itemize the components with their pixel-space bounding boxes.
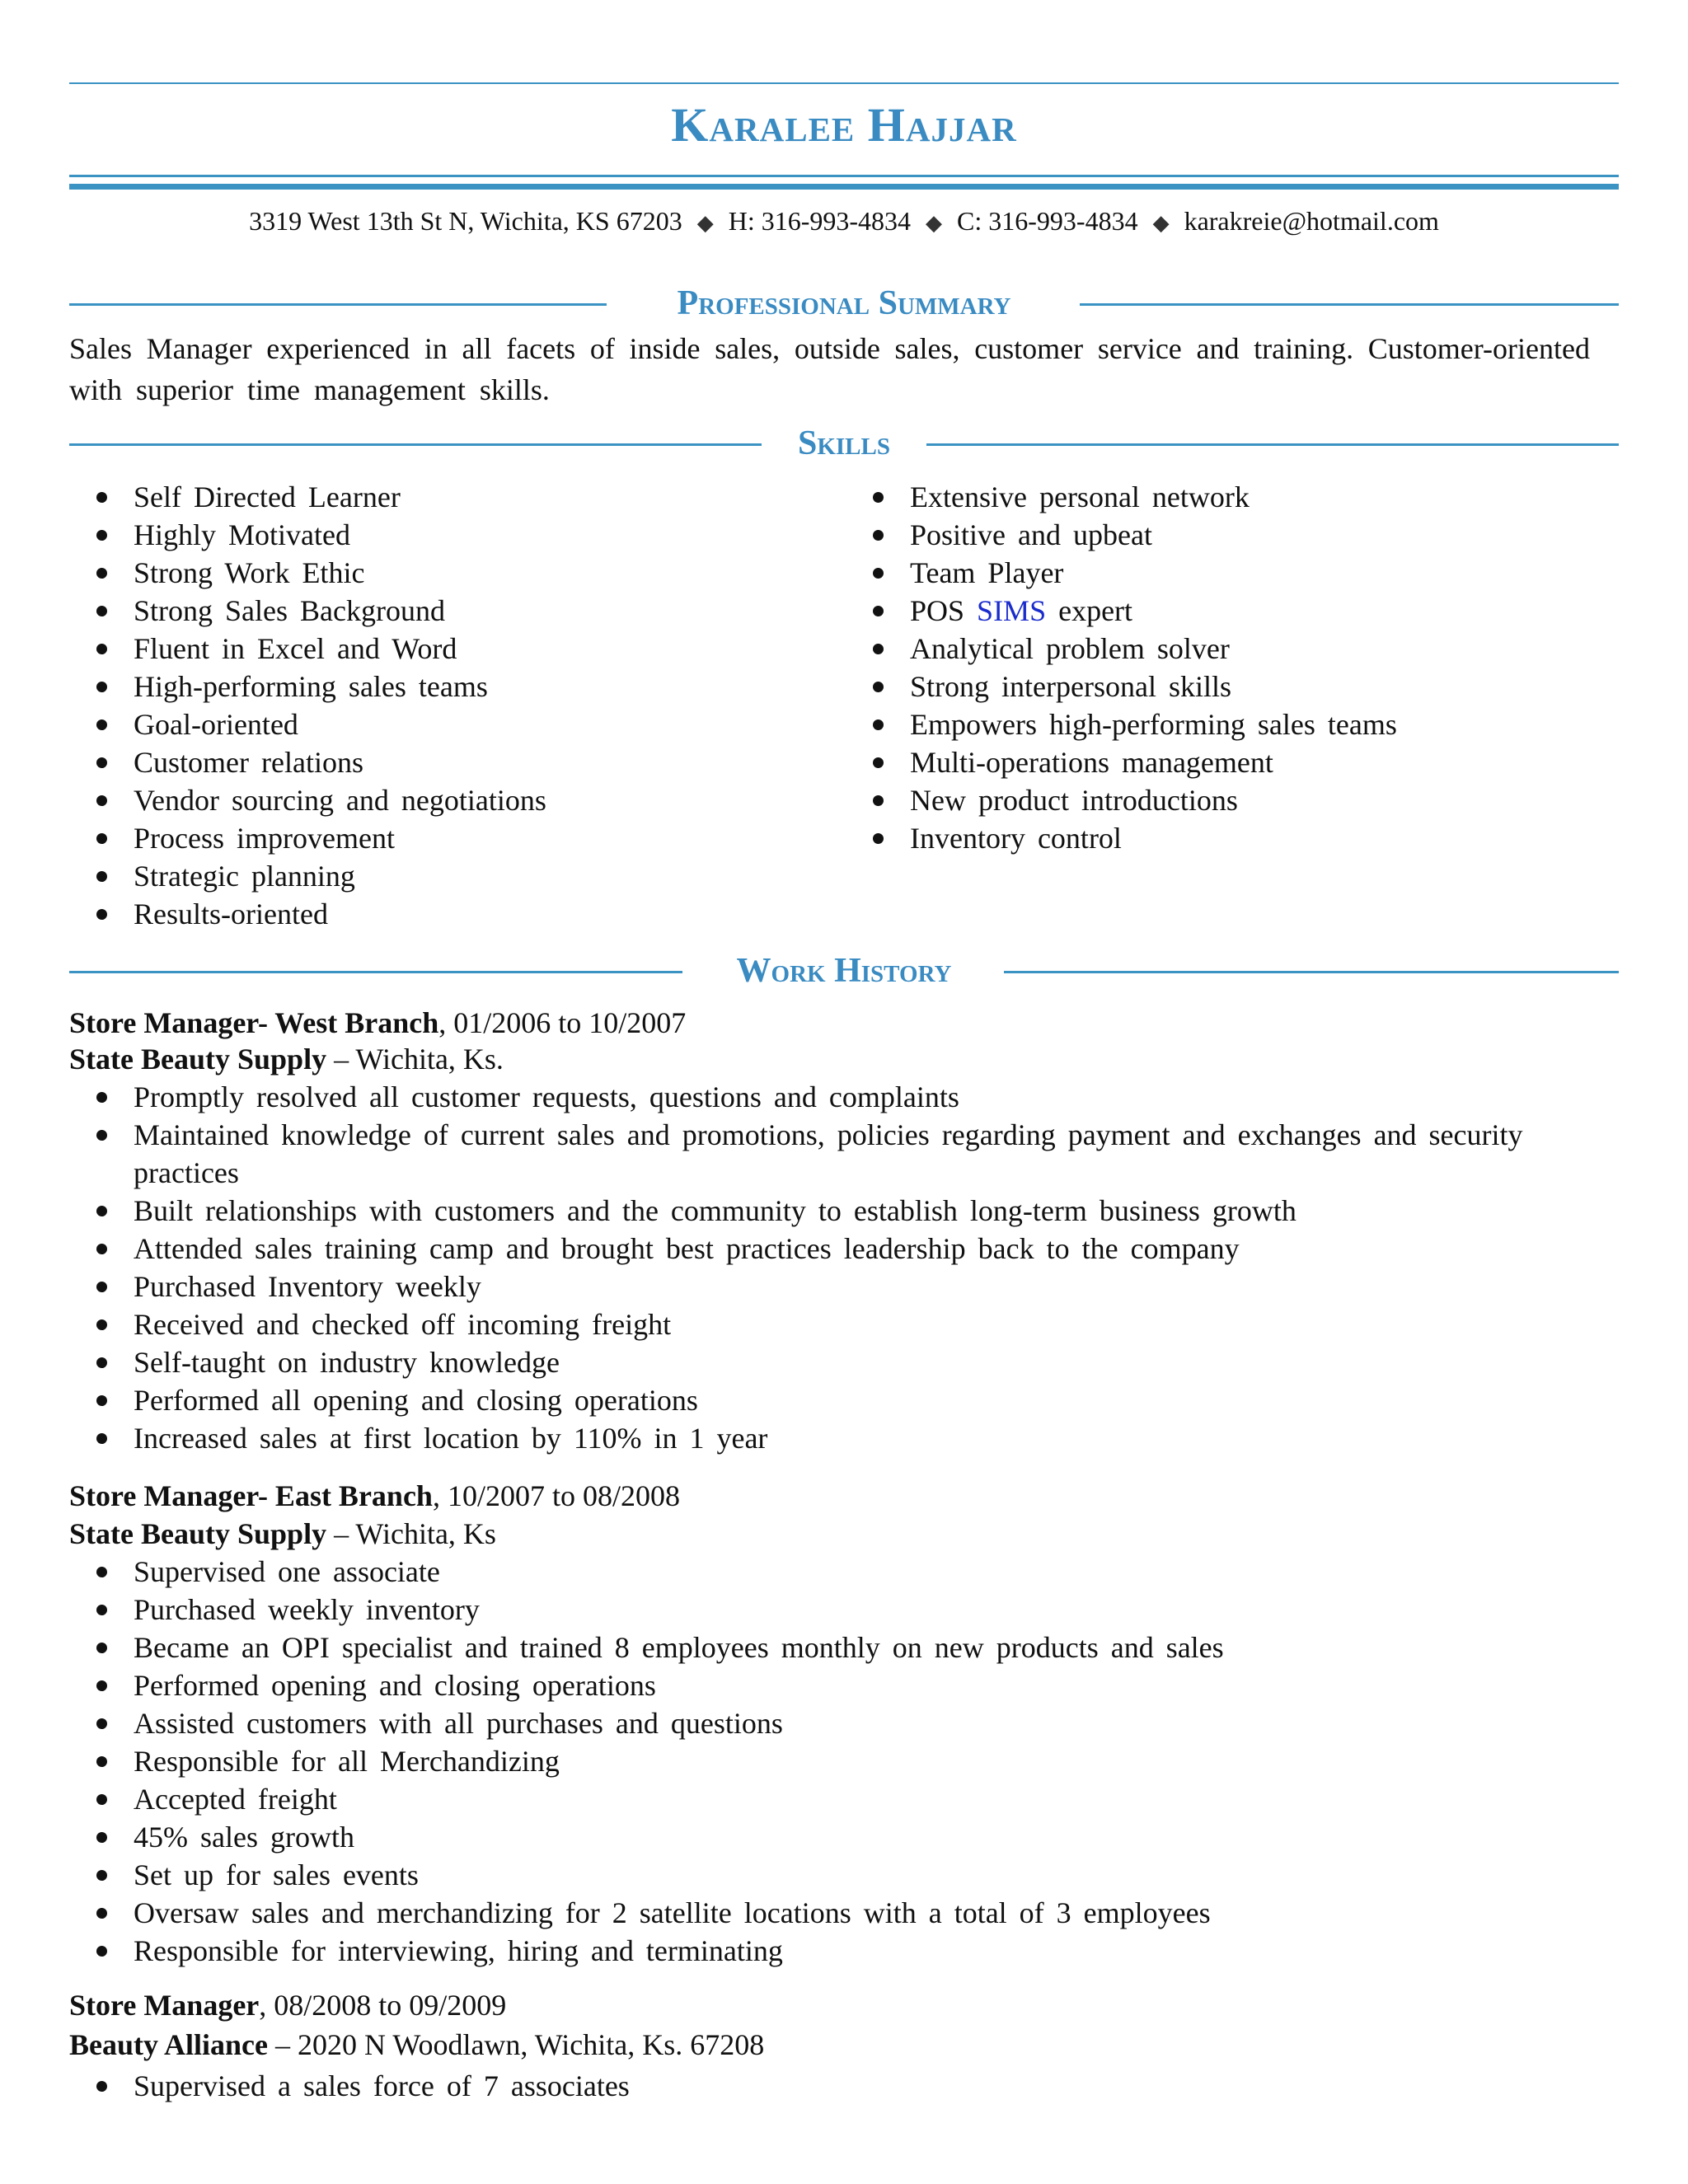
sims-link[interactable]: SIMS xyxy=(977,594,1047,627)
job-duties xyxy=(69,1553,1590,1970)
job-company-line xyxy=(69,2026,764,2064)
duty-item: Supervised a sales force of 7 associates xyxy=(69,2067,1590,2105)
duty-item: Performed opening and closing operations xyxy=(69,1666,1590,1704)
candidate-name: Karalee Hajjar xyxy=(671,98,1017,152)
skill-item: Extensive personal network xyxy=(846,478,1612,516)
skill-item: Strong Work Ethic xyxy=(69,554,811,592)
job-duties xyxy=(69,2067,1590,2105)
skills-list-right xyxy=(846,478,1612,857)
skill-item: Strong Sales Background xyxy=(69,592,811,630)
work-heading: Work History xyxy=(736,952,952,990)
duty-item: Increased sales at first location by 110% in 1 year xyxy=(69,1419,1590,1457)
duty-item: Accepted freight xyxy=(69,1780,1590,1818)
name-rule-thick xyxy=(69,184,1619,190)
duty-item: Oversaw sales and merchandizing for 2 satellite locations with a total of 3 employees xyxy=(69,1894,1590,1932)
pos-suffix: expert xyxy=(1058,594,1133,627)
duty-item: Promptly resolved all customer requests, questions and complaints xyxy=(69,1078,1590,1116)
job-company-line xyxy=(69,1515,496,1553)
duty-item: Self-taught on industry knowledge xyxy=(69,1343,1590,1381)
company-location: – 2020 N Woodlawn, Wichita, Ks. 67208 xyxy=(268,2028,765,2061)
skill-item-pos xyxy=(846,592,1612,630)
diamond-icon: ◆ xyxy=(696,211,714,235)
job-title-line xyxy=(69,1986,506,2024)
section-heading-summary xyxy=(69,283,1619,324)
section-heading-work xyxy=(69,950,1619,991)
duty-item: Supervised one associate xyxy=(69,1553,1590,1591)
skill-item: Empowers high-performing sales teams xyxy=(846,705,1612,743)
job-duties xyxy=(69,1078,1590,1457)
job-company-line xyxy=(69,1040,504,1078)
duty-item: 45% sales growth xyxy=(69,1818,1590,1856)
duty-item: Set up for sales events xyxy=(69,1856,1590,1894)
skill-item: Multi-operations management xyxy=(846,743,1612,781)
skill-item: Customer relations xyxy=(69,743,811,781)
duty-item: Purchased Inventory weekly xyxy=(69,1268,1590,1305)
pos-label: POS xyxy=(910,594,965,627)
skill-item: Self Directed Learner xyxy=(69,478,811,516)
company-location: – Wichita, Ks. xyxy=(326,1043,504,1076)
duty-item: Maintained knowledge of current sales and promotions, policies regarding payment and exchanges and security practices xyxy=(69,1116,1590,1192)
job-title: Store Manager- East Branch xyxy=(69,1479,433,1512)
job-dates: , 10/2007 to 08/2008 xyxy=(432,1479,680,1512)
skill-item: Process improvement xyxy=(69,819,811,857)
company-location: – Wichita, Ks xyxy=(326,1517,496,1550)
job-title-line xyxy=(69,1477,680,1515)
diamond-icon: ◆ xyxy=(926,211,943,235)
section-heading-skills xyxy=(69,423,1619,464)
duty-item: Built relationships with customers and the community to establish long-term business growth xyxy=(69,1192,1590,1230)
home-phone: H: 316-993-4834 xyxy=(728,206,912,236)
summary-heading: Professional Summary xyxy=(677,284,1011,322)
duty-item: Purchased weekly inventory xyxy=(69,1591,1590,1629)
duty-item: Assisted customers with all purchases and questions xyxy=(69,1704,1590,1742)
company-name: State Beauty Supply xyxy=(69,1043,327,1076)
skill-item: Highly Motivated xyxy=(69,516,811,554)
contact-line xyxy=(0,206,1688,237)
job-title-line xyxy=(69,1004,686,1042)
address: 3319 West 13th St N, Wichita, KS 67203 xyxy=(249,206,682,236)
duty-item: Responsible for interviewing, hiring and terminating xyxy=(69,1932,1590,1970)
job-dates: , 01/2006 to 10/2007 xyxy=(438,1006,687,1039)
cell-phone: C: 316-993-4834 xyxy=(957,206,1138,236)
skill-item: New product introductions xyxy=(846,781,1612,819)
skill-item: High-performing sales teams xyxy=(69,668,811,705)
company-name: Beauty Alliance xyxy=(69,2028,268,2061)
skill-item: Strategic planning xyxy=(69,857,811,895)
duty-item: Attended sales training camp and brought best practices leadership back to the company xyxy=(69,1230,1590,1268)
duty-item: Performed all opening and closing operations xyxy=(69,1381,1590,1419)
skill-item: Goal-oriented xyxy=(69,705,811,743)
name-rule-thin xyxy=(69,175,1619,177)
skill-item: Vendor sourcing and negotiations xyxy=(69,781,811,819)
skill-item: Results-oriented xyxy=(69,895,811,933)
email[interactable]: karakreie@hotmail.com xyxy=(1184,206,1439,236)
duty-item: Became an OPI specialist and trained 8 employees monthly on new products and sales xyxy=(69,1629,1590,1666)
skill-item: Positive and upbeat xyxy=(846,516,1612,554)
skill-item: Analytical problem solver xyxy=(846,630,1612,668)
top-rule xyxy=(69,82,1619,84)
skills-list-left xyxy=(69,478,811,933)
duty-item: Responsible for all Merchandizing xyxy=(69,1742,1590,1780)
job-dates: , 08/2008 to 09/2009 xyxy=(259,1989,507,2022)
skill-item: Team Player xyxy=(846,554,1612,592)
diamond-icon: ◆ xyxy=(1152,211,1170,235)
skills-heading: Skills xyxy=(797,424,890,462)
skill-item: Fluent in Excel and Word xyxy=(69,630,811,668)
job-title: Store Manager xyxy=(69,1989,260,2022)
duty-item: Received and checked off incoming freight xyxy=(69,1305,1590,1343)
job-title: Store Manager- West Branch xyxy=(69,1006,439,1039)
summary-text: Sales Manager experienced in all facets of inside sales, outside sales, customer service and training. Customer-oriented with superior time management skills. xyxy=(69,332,1590,406)
skill-item: Strong interpersonal skills xyxy=(846,668,1612,705)
skill-item: Inventory control xyxy=(846,819,1612,857)
company-name: State Beauty Supply xyxy=(69,1517,327,1550)
